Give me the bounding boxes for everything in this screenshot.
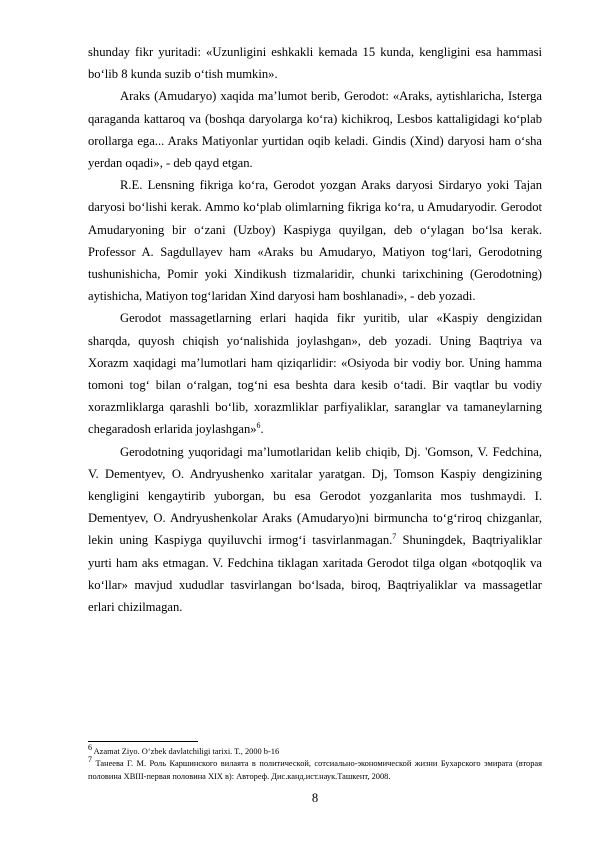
footnotes bbox=[88, 743, 542, 783]
paragraph-2: Araks (Amudaryo) xaqida ma’lumot berib, Gerodot: «Araks, aytishlaricha, Isterga qaraganda kattaroq va (boshqa daryolarga ko‘ra) kichikroq, Lesbos kattaligidagi ko‘plab orollarga ega... Araks Matiyonlar yurtidan oqib keladi. Gindis (Xind) daryosi ham o‘sha yerdan oqadi», - deb qayd etgan. bbox=[88, 89, 542, 171]
footnote-7-text: Танеева Г. М. Роль Каршинского вилаята в политической, сотсиально-экономической жизни Бухарского эмирата (вторая половина XВIII-первая половина XIX в): Автореф. Дис.канд.ист.наук.Ташкент, 2008. bbox=[88, 759, 542, 781]
paragraph-1: shunday fikr yuritadi: «Uzunligini eshkakli kemada 15 kunda, kengligini esa hammasi bo‘lib 8 kunda suzib o‘tish mumkin». bbox=[88, 45, 542, 82]
paragraph-5-text-b: Shuningdek, Baqtriyaliklar yurti ham aks etmagan. V. Fedchina tiklagan xaritada Gerodot tilga olgan «botqoqlik va ko‘llar» mavjud xududlar tasvirlangan bo‘lsada, biroq, Baqtriyaliklar va massagetlar erlari chizilmagan. bbox=[88, 533, 542, 615]
paragraph-4-end: . bbox=[260, 422, 264, 437]
footnote-7-mark: 7 bbox=[88, 755, 92, 765]
body-text bbox=[88, 41, 542, 618]
paragraph-5-text-a: Gerodotning yuqoridagi ma’lumotlaridan kelib chiqib, Dj. 'Gomson, V. Fedchina, V. Dementyev, O. Andryushenko xaritalar yaratgan. Dj, Tomson Kaspiy dengizining kengligini kengaytirib yuborgan, bu esa Gerodot yozganlarita mos tushmaydi. I. Dementyev, O. Andryushenkolar Araks (Amudaryo)ni birmuncha to‘g‘riroq chizganlar, lekin uning Kaspiyga quyiluvchi irmog‘i tasvirlanmagan. bbox=[88, 444, 542, 548]
footnote-6-mark: 6 bbox=[88, 743, 92, 753]
paragraph-4 bbox=[88, 307, 542, 440]
paragraph-5 bbox=[88, 441, 542, 619]
paragraph-3: R.E. Lensning fikriga ko‘ra, Gerodot yozgan Araks daryosi Sirdaryo yoki Tajan daryosi bo‘lishi kerak. Ammo ko‘plab olimlarning fikriga ko‘ra, u Amudaryodir. Gerodot Amudaryoning bir o‘zani (Uzboy) Kaspiyga quyilgan, deb o‘ylagan bo‘lsa kerak. Professor A. Sagdullayev ham «Araks bu Amudaryo, Matiyon tog‘lari, Gerodotning tushunishicha, Pomir yoki Xindikush tizmalaridir, chunki tarixchining (Gerodotning) aytishicha, Matiyon tog‘laridan Xind daryosi ham boshlanadi», - deb yozadi. bbox=[88, 178, 542, 304]
paragraph-4-text: Gerodot massagetlarning erlari haqida fikr yuritib, ular «Kaspiy dengizidan sharqda, quyosh chiqish yo‘nalishida joylashgan», deb yozadi. Uning Baqtriya va Xorazm xaqidagi ma’lumotlari ham qiziqarlidir: «Osiyoda bir vodiy bor. Uning hamma tomoni tog‘ bilan o‘ralgan, tog‘ni esa beshta dara kesib o‘tadi. Bir vaqtlar bu vodiy xorazmliklarga qarashli bo‘lib, xorazmliklar parfiyaliklar, saranglar va tamaneylarning chegaradosh erlarida joylashgan» bbox=[88, 311, 542, 437]
footnote-6 bbox=[88, 743, 542, 758]
footnote-divider bbox=[88, 741, 198, 742]
footnote-ref-6[interactable]: 6 bbox=[256, 421, 261, 431]
page-number: 8 bbox=[311, 791, 319, 805]
footnote-7 bbox=[88, 755, 542, 783]
footnote-ref-7[interactable]: 7 bbox=[392, 532, 397, 542]
footnote-6-text: Azamat Ziyo. O‘zbek davlatchiligi tarixi. T., 2000 b-16 bbox=[92, 747, 280, 756]
